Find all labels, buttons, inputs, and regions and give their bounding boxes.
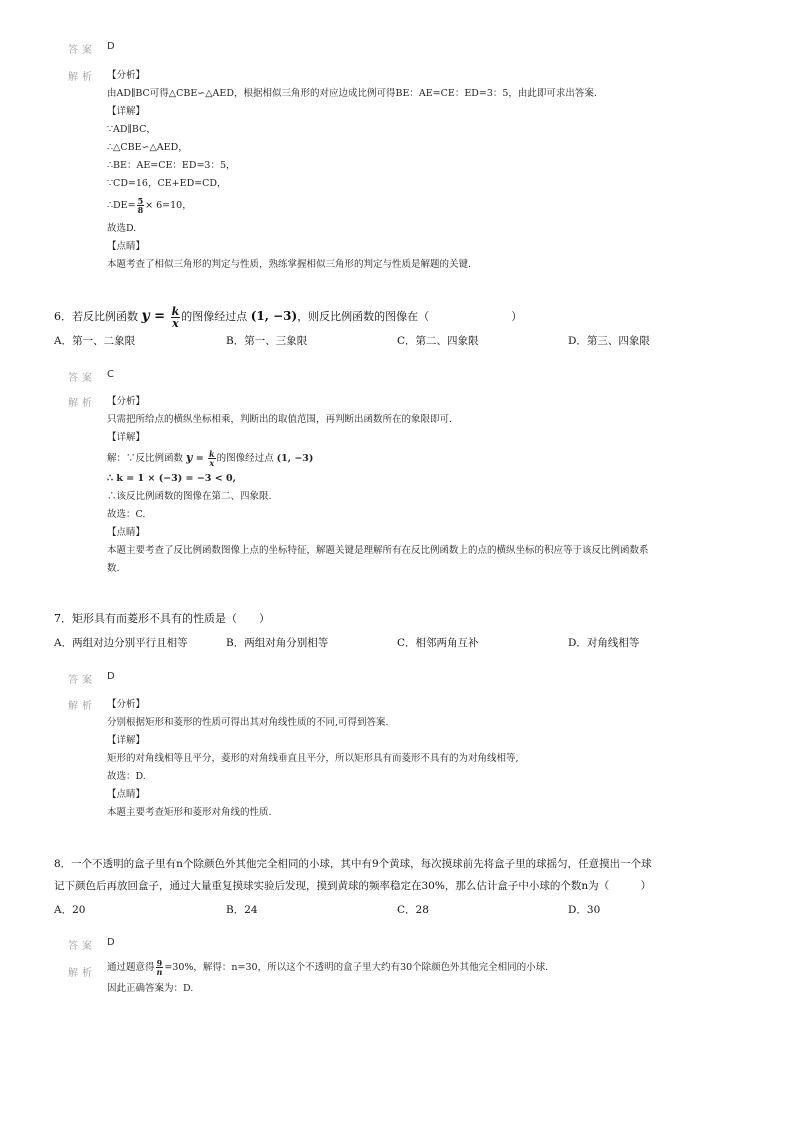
answer-label-q7: 答案 — [68, 675, 96, 686]
question-7-stem: 7．矩形具有而菱形不具有的性质是（ ） — [54, 612, 270, 625]
solution-line: 【分析】 — [107, 70, 146, 81]
solution-line: 【分析】 — [107, 396, 146, 407]
solution-line: 故选：C. — [107, 509, 146, 520]
de-formula-line — [107, 193, 597, 219]
option-b[interactable]: B．第一、三象限 — [226, 335, 308, 347]
question-6-stem — [54, 305, 522, 329]
stem-text: 若反比例函数 — [72, 310, 138, 323]
fraction-denominator: n — [156, 967, 163, 977]
de-prefix: ∴DE= — [107, 200, 136, 211]
solution-line: ∵AD∥BC， — [107, 124, 156, 135]
solution-line: ∴△CBE∽△AED， — [107, 142, 188, 153]
math-point: (1, −3) — [250, 309, 298, 323]
fraction-five-eighths — [137, 197, 145, 214]
solution-line: 因此正确答案为：D. — [107, 983, 194, 994]
answer-label-q5: 答案 — [68, 45, 96, 56]
stem-text: ，则反比例函数的图像在（ — [297, 310, 430, 323]
fraction-numerator: 5 — [137, 196, 144, 206]
fraction-k-over-x — [208, 450, 216, 467]
solution-text: =30%，解得：n=30，所以这个不透明的盒子里大约有30个除颜色外其他完全相同的小球. — [164, 962, 549, 973]
question-8-stem-line-1: 8．一个不透明的盒子里有n个除颜色外其他完全相同的小球，其中有9个黄球，每次摸球前先将盒子里的球摇匀，任意摸出一个球 — [54, 858, 652, 870]
solution-line: 分别根据矩形和菱形的性质可得出其对角线性质的不同,可得到答案. — [107, 717, 389, 728]
option-c[interactable]: C．28 — [397, 904, 429, 916]
solution-q5 — [107, 67, 597, 274]
solution-line: 【分析】 — [107, 699, 146, 710]
stem-text: ） — [511, 310, 523, 323]
answer-value-q7: D — [107, 671, 115, 682]
solution-q7 — [107, 696, 519, 822]
option-c[interactable]: C．相邻两角互补 — [397, 637, 479, 649]
k-computation-line: ∴ k = 1 × (−3) = −3 < 0, — [107, 473, 236, 484]
solution-line: 数. — [107, 563, 120, 574]
solution-line: ∴BE：AE=CE：ED=3：5， — [107, 160, 236, 171]
fraction-nine-over-n — [156, 959, 164, 976]
option-c[interactable]: C．第二、四象限 — [397, 335, 479, 347]
option-a[interactable]: A．第一、二象限 — [54, 335, 136, 347]
answer-label-q8: 答案 — [68, 941, 96, 952]
option-d[interactable]: D．对角线相等 — [568, 637, 640, 649]
stem-text: 的图像经过点 — [181, 310, 248, 323]
fraction-numerator: k — [209, 449, 215, 459]
solution-text: 的图像经过点 — [216, 453, 274, 464]
fraction-numerator: 9 — [156, 958, 163, 968]
fraction-denominator: x — [172, 316, 179, 330]
solution-line: 矩形的对角线相等且平分，菱形的对角线垂直且平分，所以矩形具有而菱形不具有的为对角线相等, — [107, 753, 519, 764]
answer-label-q6: 答案 — [68, 373, 96, 384]
fraction-denominator: x — [209, 458, 215, 468]
solution-line: 【详解】 — [107, 432, 146, 443]
solution-q6 — [107, 393, 649, 578]
solution-line: 【详解】 — [107, 106, 146, 117]
solution-line: 本题主要考查矩形和菱形对角线的性质. — [107, 807, 272, 818]
option-b[interactable]: B．两组对角分别相等 — [226, 637, 329, 649]
jie-formula-line — [107, 447, 649, 469]
solution-line: 本题主要考查了反比例函数图像上点的坐标特征，解题关键是理解所有在反比例函数上的点的横纵坐标的积应等于该反比例函数系 — [107, 545, 649, 556]
option-a[interactable]: A．20 — [54, 904, 86, 916]
solution-line: 【点睛】 — [107, 789, 146, 800]
solution-line: 【点睛】 — [107, 241, 146, 252]
answer-value-q5: D — [107, 41, 115, 52]
fraction-numerator: k — [171, 304, 180, 318]
analysis-label-q7: 解析 — [68, 701, 96, 712]
solution-text: 通过题意得 — [107, 962, 155, 973]
answer-value-q8: D — [107, 937, 115, 948]
question-8-stem-line-2: 记下颜色后再放回盒子，通过大量重复摸球实验后发现，摸到黄球的频率稳定在30%，那么估计盒子中小球的个数n为（ ） — [54, 880, 652, 892]
math-point: (1, −3) — [276, 453, 314, 464]
solution-line: 【详解】 — [107, 735, 146, 746]
analysis-label-q8: 解析 — [68, 968, 96, 979]
analysis-label-q6: 解析 — [68, 398, 96, 409]
option-d[interactable]: D．第三、四象限 — [568, 335, 650, 347]
fraction-k-over-x — [171, 306, 181, 329]
solution-line: 【点睛】 — [107, 527, 146, 538]
math-y: y — [186, 451, 193, 464]
question-number: 6． — [54, 310, 72, 323]
option-b[interactable]: B．24 — [226, 904, 258, 916]
solution-line: ∵CD=16，CE+ED=CD， — [107, 178, 227, 189]
solution-q8 — [107, 956, 548, 998]
solution-line: 故选：D. — [107, 771, 146, 782]
q8-formula-line — [107, 956, 548, 980]
solution-line: 只需把所给点的横纵坐标相乘，判断出的取值范围，再判断出函数所在的象限即可． — [107, 414, 459, 425]
math-equals: = — [149, 309, 170, 324]
math-y: y — [141, 308, 150, 324]
analysis-label-q5: 解析 — [68, 72, 96, 83]
option-d[interactable]: D．30 — [568, 904, 601, 916]
de-suffix: × 6=10， — [145, 200, 192, 211]
option-a[interactable]: A．两组对边分别平行且相等 — [54, 637, 188, 649]
solution-line: 故选D. — [107, 223, 137, 234]
fraction-denominator: 8 — [137, 205, 144, 215]
math-equals: = — [192, 453, 208, 464]
answer-value-q6: C — [107, 369, 114, 380]
solution-line: ∴该反比例函数的图像在第二、四象限. — [107, 491, 272, 502]
solution-text: 解：∵反比例函数 — [107, 453, 184, 464]
solution-line: 本题考查了相似三角形的判定与性质，熟练掌握相似三角形的判定与性质是解题的关键. — [107, 259, 472, 270]
solution-line: 由AD∥BC可得△CBE∽△AED，根据相似三角形的对应边成比例可得BE：AE=CE：ED=3：5，由此即可求出答案. — [107, 88, 597, 99]
